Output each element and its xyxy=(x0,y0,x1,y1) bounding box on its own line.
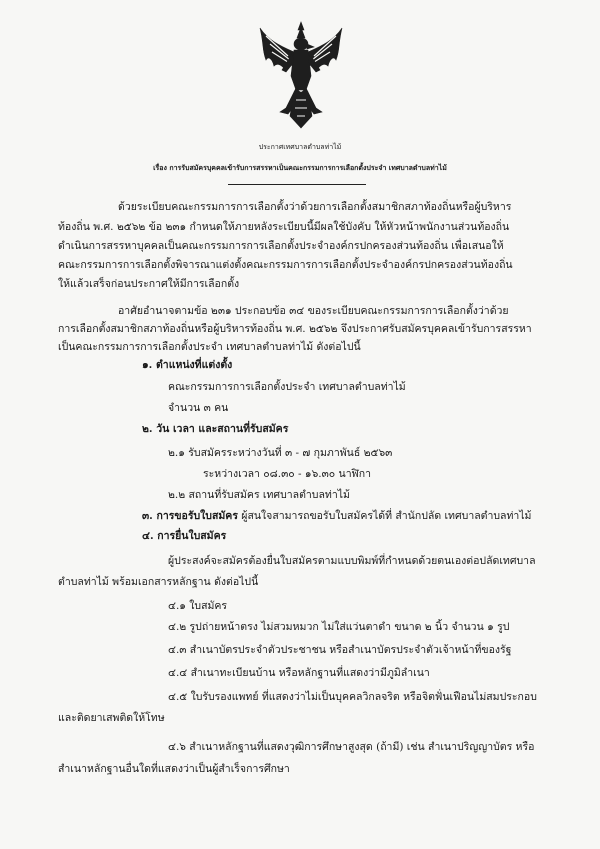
section-4-intro: ตำบลท่าไม้ พร้อมเอกสารหลักฐาน ดังต่อไปนี้ xyxy=(58,576,259,588)
document-item: ๔.๕ ใบรับรองแพทย์ ที่แสดงว่าไม่เป็นบุคคลวิกลจริต หรือจิตฟั่นเฟือนไม่สมประกอบ xyxy=(168,691,537,703)
announcement-subject: เรื่อง การรับสมัครบุคคลเข้ารับการสรรหาเป็นคณะกรรมการการเลือกตั้งประจำ เทศบาลตำบลท่าไม้ xyxy=(153,163,447,172)
intro-line: คณะกรรมการการเลือกตั้งพิจารณาแต่งตั้งคณะกรรมการการเลือกตั้งประจำองค์กรปกครองส่วนท้องถิ่น xyxy=(58,259,513,271)
section-4-intro: ผู้ประสงค์จะสมัครต้องยื่นใบสมัครตามแบบพิมพ์ที่กำหนดด้วยตนเองต่อปลัดเทศบาล xyxy=(168,555,536,567)
section-2-heading: ๒. วัน เวลา และสถานที่รับสมัคร xyxy=(142,423,289,435)
application-dates: ๒.๑ รับสมัครระหว่างวันที่ ๓ - ๗ กุมภาพันธ์ ๒๕๖๓ xyxy=(168,447,393,459)
application-times: ระหว่างเวลา ๐๘.๓๐ - ๑๖.๓๐ นาฬิกา xyxy=(203,468,372,480)
document-item: ๔.๑ ใบสมัคร xyxy=(168,600,228,612)
document-item-continued: และติดยาเสพติดให้โทษ xyxy=(58,712,165,724)
application-place: ๒.๒ สถานที่รับสมัคร เทศบาลตำบลท่าไม้ xyxy=(168,489,350,501)
intro-line: ท้องถิ่น พ.ศ. ๒๕๖๒ ข้อ ๒๓๑ กำหนดให้ภายหลังระเบียบนี้มีผลใช้บังคับ ให้หัวหน้าพนักงานส่วนท้องถิ่น xyxy=(58,221,510,233)
section-3-heading: ๓. การขอรับใบสมัคร xyxy=(142,510,238,522)
section-1-heading: ๑. ตำแหน่งที่แต่งตั้ง xyxy=(142,359,233,371)
authority-line: การเลือกตั้งสมาชิกสภาท้องถิ่นหรือผู้บริหารท้องถิ่น พ.ศ. ๒๕๖๒ จึงประกาศรับสมัครบุคคลเข้ารับการสรรหา xyxy=(58,323,532,335)
intro-line: ให้แล้วเสร็จก่อนประกาศให้มีการเลือกตั้ง xyxy=(58,278,240,290)
document-item-continued: สำเนาหลักฐานอื่นใดที่แสดงว่าเป็นผู้สำเร็จการศึกษา xyxy=(58,763,290,775)
intro-line: ดำเนินการสรรหาบุคคลเป็นคณะกรรมการการเลือกตั้งประจำองค์กรปกครองส่วนท้องถิ่น เพื่อเสนอให้ xyxy=(58,240,504,252)
document-item: ๔.๓ สำเนาบัตรประจำตัวประชาชน หรือสำเนาบัตรประจำตัวเจ้าหน้าที่ของรัฐ xyxy=(168,644,512,656)
section-4-heading: ๔. การยื่นใบสมัคร xyxy=(142,530,227,542)
document-item: ๔.๒ รูปถ่ายหน้าตรง ไม่สวมหมวก ไม่ใส่แว่นตาดำ ขนาด ๒ นิ้ว จำนวน ๑ รูป xyxy=(168,621,510,633)
section-3 xyxy=(142,510,531,523)
announcement-title: ประกาศเทศบาลตำบลท่าไม้ xyxy=(258,143,342,151)
authority-line: เป็นคณะกรรมการการเลือกตั้งประจำ เทศบาลตำบลท่าไม้ ดังต่อไปนี้ xyxy=(58,341,361,353)
document-item: ๔.๔ สำเนาทะเบียนบ้าน หรือหลักฐานที่แสดงว่ามีภูมิลำเนา xyxy=(168,667,430,679)
document-item: ๔.๖ สำเนาหลักฐานที่แสดงวุฒิการศึกษาสูงสุด (ถ้ามี) เช่น สำเนาปริญญาบัตร หรือ xyxy=(168,741,535,753)
title-divider xyxy=(228,184,366,185)
authority-line: อาศัยอำนาจตามข้อ ๒๓๑ ประกอบข้อ ๓๔ ของระเบียบคณะกรรมการการเลือกตั้งว่าด้วย xyxy=(118,305,509,317)
garuda-emblem-icon xyxy=(258,20,344,132)
section-3-text: ผู้สนใจสามารถขอรับใบสมัครได้ที่ สำนักปลัด เทศบาลตำบลท่าไม้ xyxy=(237,510,532,522)
position-count: จำนวน ๓ คน xyxy=(168,402,229,414)
position-name: คณะกรรมการการเลือกตั้งประจำ เทศบาลตำบลท่าไม้ xyxy=(168,381,406,393)
intro-line: ด้วยระเบียบคณะกรรมการการเลือกตั้งว่าด้วยการเลือกตั้งสมาชิกสภาท้องถิ่นหรือผู้บริหาร xyxy=(118,201,512,213)
